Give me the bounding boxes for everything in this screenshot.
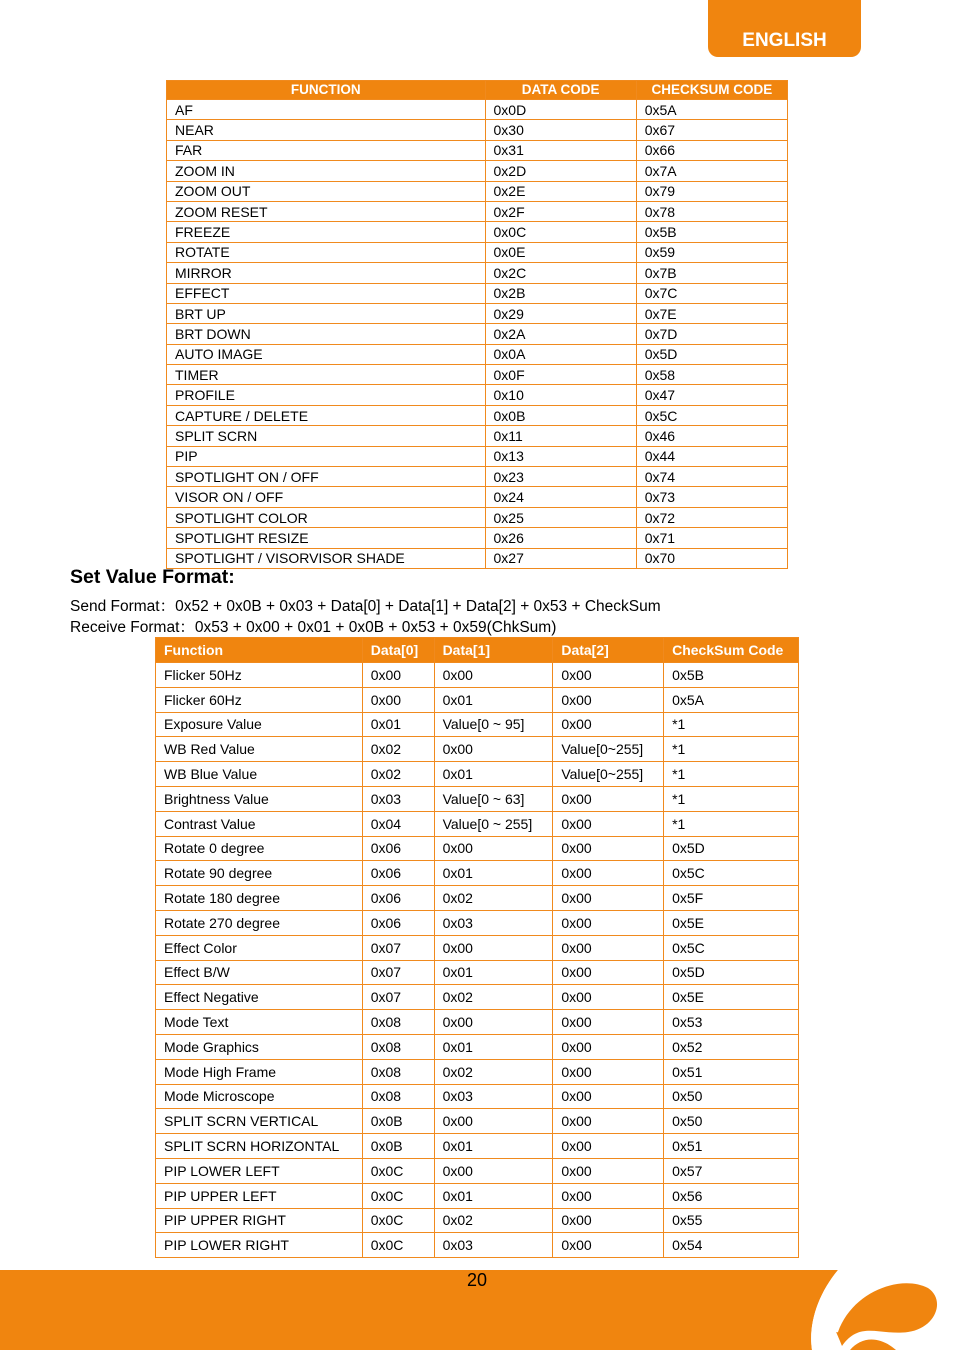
table-cell: 0x00 [553,886,664,911]
table-cell: 0x0C [362,1158,434,1183]
table-cell: PIP UPPER LEFT [156,1183,363,1208]
table-cell: 0x5A [664,687,799,712]
table-cell: ZOOM IN [167,161,486,181]
table-cell: 0x00 [553,712,664,737]
table-cell: 0x00 [553,1084,664,1109]
table-row [156,935,799,960]
section-title: Set Value Format: [70,566,235,588]
table-row [156,1134,799,1159]
table-cell: 0x51 [664,1059,799,1084]
table-cell: Mode Text [156,1010,363,1035]
table-cell: Rotate 90 degree [156,861,363,886]
table-row [156,1084,799,1109]
table-cell: 0x01 [434,762,553,787]
table-row [167,365,788,385]
table-cell: MIRROR [167,263,486,283]
table-cell: Value[0 ~ 255] [434,811,553,836]
table-cell: 0x01 [434,861,553,886]
table-cell: 0x02 [362,762,434,787]
table-cell: Exposure Value [156,712,363,737]
table-cell: AF [167,100,486,120]
table-cell: SPOTLIGHT COLOR [167,507,486,527]
table-cell: FAR [167,140,486,160]
table-row [156,1233,799,1258]
table-row [167,140,788,160]
function-code-table [166,80,788,569]
table-cell: SPLIT SCRN HORIZONTAL [156,1134,363,1159]
table-cell: 0x7A [636,161,787,181]
table-row [156,687,799,712]
table-cell: 0x00 [553,1010,664,1035]
table-row [156,737,799,762]
header-data1: Data[1] [434,638,553,663]
table-cell: 0x04 [362,811,434,836]
table-cell: 0x00 [553,960,664,985]
table-cell: *1 [664,712,799,737]
table-cell: 0x2B [485,283,636,303]
table-cell: WB Red Value [156,737,363,762]
table-cell: FREEZE [167,222,486,242]
table-cell: 0x2D [485,161,636,181]
table-cell: 0x79 [636,181,787,201]
table-cell: 0x74 [636,467,787,487]
table-cell: 0x07 [362,935,434,960]
table-cell: 0x00 [553,1208,664,1233]
table-cell: NEAR [167,120,486,140]
table-cell: 0x46 [636,426,787,446]
table-row [167,507,788,527]
table-cell: 0x53 [664,1010,799,1035]
table-cell: 0x01 [434,1183,553,1208]
table-cell: 0x5E [664,985,799,1010]
table-cell: Mode High Frame [156,1059,363,1084]
header-function: Function [156,638,363,663]
table-row [156,1158,799,1183]
table-cell: 0x5C [664,861,799,886]
table-cell: 0x00 [553,1183,664,1208]
table-cell: 0x5C [636,405,787,425]
table-cell: 0x78 [636,201,787,221]
table-row [167,528,788,548]
table-row [167,446,788,466]
table-row [167,405,788,425]
table-cell: 0x26 [485,528,636,548]
table-cell: 0x02 [434,886,553,911]
table-row [167,181,788,201]
table-row [156,985,799,1010]
table-row [167,242,788,262]
table-cell: 0x0D [485,100,636,120]
table-cell: 0x00 [553,985,664,1010]
table-row [156,786,799,811]
table-cell: PIP [167,446,486,466]
table-cell: 0x00 [434,663,553,688]
table-cell: 0x7B [636,263,787,283]
table-cell: 0x27 [485,548,636,568]
table-row [167,263,788,283]
table-cell: 0x0F [485,365,636,385]
table-cell: 0x00 [553,1158,664,1183]
table-row [167,161,788,181]
table-cell: 0x00 [553,910,664,935]
table-cell: 0x0C [362,1233,434,1258]
table-cell: 0x08 [362,1084,434,1109]
table-cell: 0x00 [553,1134,664,1159]
table-row [167,222,788,242]
table-cell: 0x71 [636,528,787,548]
table-cell: 0x0B [362,1109,434,1134]
table-cell: 0x72 [636,507,787,527]
table-cell: PROFILE [167,385,486,405]
table-cell: 0x00 [553,687,664,712]
table-row [167,120,788,140]
header-data2: Data[2] [553,638,664,663]
table-cell: Rotate 180 degree [156,886,363,911]
table-row [156,910,799,935]
table-row [156,663,799,688]
table-cell: 0x66 [636,140,787,160]
table-cell: WB Blue Value [156,762,363,787]
table-cell: Mode Microscope [156,1084,363,1109]
table-cell: *1 [664,786,799,811]
table-cell: 0x2C [485,263,636,283]
table-cell: 0x01 [362,712,434,737]
table-cell: 0x5C [664,935,799,960]
table-cell: 0x51 [664,1134,799,1159]
table-row [156,762,799,787]
table-cell: Value[0 ~ 95] [434,712,553,737]
table-row [167,283,788,303]
set-value-table [155,637,799,1258]
table-cell: 0x7D [636,324,787,344]
table-cell: 0x03 [434,910,553,935]
table-cell: 0x08 [362,1059,434,1084]
table-cell: Effect Negative [156,985,363,1010]
page-number: 20 [466,1270,488,1290]
table-cell: 0x56 [664,1183,799,1208]
table-cell: Value[0~255] [553,737,664,762]
table-row [167,467,788,487]
table-cell: PIP UPPER RIGHT [156,1208,363,1233]
table-cell: 0x00 [434,1158,553,1183]
table-row [167,426,788,446]
header-checksum-code: CHECKSUM CODE [636,81,787,100]
table-cell: ZOOM RESET [167,201,486,221]
table-cell: Value[0 ~ 63] [434,786,553,811]
table-cell: 0x2F [485,201,636,221]
table-cell: 0x00 [553,1059,664,1084]
table-cell: 0x47 [636,385,787,405]
table-cell: 0x13 [485,446,636,466]
table-cell: 0x02 [434,1208,553,1233]
table-cell: 0x00 [553,811,664,836]
table-cell: 0x23 [485,467,636,487]
table-row [167,344,788,364]
table-cell: SPOTLIGHT / VISORVISOR SHADE [167,548,486,568]
table-cell: *1 [664,811,799,836]
table-cell: 0x03 [362,786,434,811]
send-format-text: Send Format：0x52 + 0x0B + 0x03 + Data[0] + Data[1] + Data[2] + 0x53 + CheckSum [70,598,661,615]
table-cell: 0x29 [485,303,636,323]
table-cell: 0x0A [485,344,636,364]
table-cell: 0x5B [664,663,799,688]
table-cell: TIMER [167,365,486,385]
table-row [156,1010,799,1035]
table-cell: 0x08 [362,1010,434,1035]
table-cell: 0x03 [434,1084,553,1109]
table-cell: Value[0~255] [553,762,664,787]
header-checksum-code: CheckSum Code [664,638,799,663]
table-cell: 0x55 [664,1208,799,1233]
table-cell: 0x00 [362,663,434,688]
table-cell: 0x7C [636,283,787,303]
table-cell: 0x0C [485,222,636,242]
table-cell: 0x00 [553,786,664,811]
table-cell: 0x00 [553,836,664,861]
table-cell: 0x03 [434,1233,553,1258]
table-cell: 0x30 [485,120,636,140]
table-cell: 0x73 [636,487,787,507]
table-row [167,487,788,507]
table-cell: Brightness Value [156,786,363,811]
table-cell: 0x07 [362,960,434,985]
table-cell: Flicker 50Hz [156,663,363,688]
table-cell: PIP LOWER RIGHT [156,1233,363,1258]
table-cell: 0x06 [362,910,434,935]
table-cell: 0x52 [664,1034,799,1059]
table-cell: 0x01 [434,1034,553,1059]
table-cell: 0x57 [664,1158,799,1183]
set-value-table-header [156,638,799,663]
table-cell: VISOR ON / OFF [167,487,486,507]
table-cell: 0x44 [636,446,787,466]
table-cell: SPLIT SCRN [167,426,486,446]
table-cell: 0x5D [664,836,799,861]
table-cell: 0x01 [434,1134,553,1159]
table-cell: SPOTLIGHT ON / OFF [167,467,486,487]
table-cell: 0x00 [553,935,664,960]
table-row [156,1034,799,1059]
table-cell: 0x5F [664,886,799,911]
table-cell: *1 [664,762,799,787]
table-cell: 0x00 [553,861,664,886]
table-row [167,303,788,323]
header-data0: Data[0] [362,638,434,663]
table-row [167,548,788,568]
language-tab-english[interactable] [708,0,861,57]
table-cell: Flicker 60Hz [156,687,363,712]
table-cell: BRT UP [167,303,486,323]
table-cell: 0x01 [434,960,553,985]
table-cell: 0x07 [362,985,434,1010]
table-cell: 0x58 [636,365,787,385]
table-cell: EFFECT [167,283,486,303]
table-cell: 0x00 [362,687,434,712]
table-row [156,1109,799,1134]
table-row [156,960,799,985]
table-cell: 0x54 [664,1233,799,1258]
table-cell: 0x01 [434,687,553,712]
function-code-table-header [167,81,788,100]
table-cell: 0x02 [434,1059,553,1084]
language-tab-label: ENGLISH [742,30,827,51]
table-row [167,201,788,221]
table-cell: 0x0B [485,405,636,425]
table-cell: 0x31 [485,140,636,160]
table-cell: 0x2A [485,324,636,344]
table-cell: 0x2E [485,181,636,201]
table-cell: Effect Color [156,935,363,960]
table-row [167,324,788,344]
table-cell: SPOTLIGHT RESIZE [167,528,486,548]
table-cell: AUTO IMAGE [167,344,486,364]
table-cell: 0x7E [636,303,787,323]
table-row [156,861,799,886]
table-cell: CAPTURE / DELETE [167,405,486,425]
table-cell: 0x50 [664,1109,799,1134]
header-data-code: DATA CODE [485,81,636,100]
table-cell: ROTATE [167,242,486,262]
table-cell: 0x5B [636,222,787,242]
table-cell: 0x10 [485,385,636,405]
table-cell: 0x00 [434,836,553,861]
table-cell: 0x00 [434,1010,553,1035]
table-cell: 0x5D [664,960,799,985]
table-cell: 0x5A [636,100,787,120]
table-cell: 0x00 [553,1034,664,1059]
table-cell: 0x00 [553,1109,664,1134]
table-cell: 0x70 [636,548,787,568]
table-cell: SPLIT SCRN VERTICAL [156,1109,363,1134]
table-cell: 0x00 [434,737,553,762]
table-cell: 0x67 [636,120,787,140]
table-row [156,886,799,911]
table-cell: 0x5E [664,910,799,935]
table-cell: Effect B/W [156,960,363,985]
table-cell: ZOOM OUT [167,181,486,201]
table-cell: 0x0E [485,242,636,262]
table-cell: 0x06 [362,861,434,886]
table-cell: 0x5D [636,344,787,364]
table-cell: 0x00 [434,935,553,960]
table-cell: 0x50 [664,1084,799,1109]
table-row [156,1183,799,1208]
table-cell: 0x59 [636,242,787,262]
table-cell: PIP LOWER LEFT [156,1158,363,1183]
table-cell: 0x11 [485,426,636,446]
table-row [156,811,799,836]
header-function: FUNCTION [167,81,486,100]
table-row [167,100,788,120]
table-cell: 0x00 [553,1233,664,1258]
receive-format-text: Receive Format：0x53 + 0x00 + 0x01 + 0x0B + 0x53 + 0x59(ChkSum) [70,619,557,636]
table-row [156,712,799,737]
table-cell: 0x0C [362,1183,434,1208]
table-cell: 0x00 [434,1109,553,1134]
table-row [156,836,799,861]
table-row [167,385,788,405]
table-cell: 0x06 [362,886,434,911]
table-row [156,1059,799,1084]
table-row [156,1208,799,1233]
table-cell: 0x0B [362,1134,434,1159]
table-cell: 0x00 [553,663,664,688]
table-cell: Contrast Value [156,811,363,836]
table-cell: Rotate 0 degree [156,836,363,861]
table-cell: 0x06 [362,836,434,861]
table-cell: *1 [664,737,799,762]
table-cell: 0x25 [485,507,636,527]
table-cell: BRT DOWN [167,324,486,344]
table-cell: 0x24 [485,487,636,507]
table-cell: 0x0C [362,1208,434,1233]
table-cell: 0x02 [434,985,553,1010]
table-cell: 0x08 [362,1034,434,1059]
table-cell: Mode Graphics [156,1034,363,1059]
table-cell: Rotate 270 degree [156,910,363,935]
table-cell: 0x02 [362,737,434,762]
